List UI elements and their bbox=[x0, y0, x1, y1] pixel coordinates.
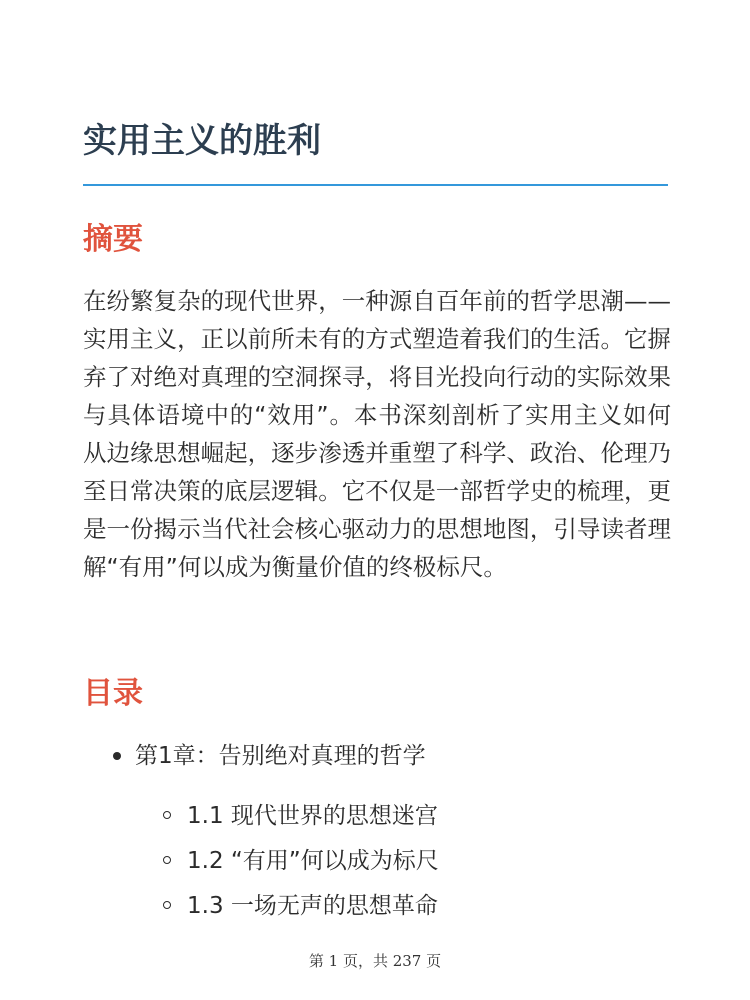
toc-section-1-1 bbox=[135, 794, 668, 839]
toc-section-1-3 bbox=[135, 884, 668, 929]
toc-chapter-1-sections bbox=[135, 794, 668, 929]
toc-chapter-1 bbox=[83, 736, 668, 929]
abstract-heading: 摘要 bbox=[83, 222, 143, 257]
page-number-footer: 第 1 页，共 237 页 bbox=[308, 952, 442, 970]
toc-section-label: 1.3 一场无声的思想革命 bbox=[187, 893, 438, 919]
bullet-circle-icon bbox=[163, 856, 171, 864]
toc-section-1-2 bbox=[135, 839, 668, 884]
toc-chapter-label: 第1章：告别绝对真理的哲学 bbox=[135, 743, 426, 769]
table-of-contents bbox=[83, 736, 668, 929]
document-title: 实用主义的胜利 bbox=[83, 121, 321, 161]
toc-section-label: 1.2 “有用”何以成为标尺 bbox=[187, 848, 439, 874]
toc-section-label: 1.1 现代世界的思想迷宫 bbox=[187, 803, 438, 829]
title-divider bbox=[83, 184, 668, 186]
bullet-disc-icon bbox=[113, 752, 121, 760]
bullet-circle-icon bbox=[163, 811, 171, 819]
toc-heading: 目录 bbox=[83, 676, 143, 711]
abstract-body: 在纷繁复杂的现代世界，一种源自百年前的哲学思潮——实用主义，正以前所未有的方式塑造着我们的生活。它摒弃了对绝对真理的空洞探寻，将目光投向行动的实际效果与具体语境中的“效用”。本书深刻剖析了实用主义如何从边缘思想崛起，逐步渗透并重塑了科学、政治、伦理乃至日常决策的底层逻辑。它不仅是一部哲学史的梳理，更是一份揭示当代社会核心驱动力的思想地图，引导读者理解“有用”何以成为衡量价值的终极标尺。 bbox=[83, 287, 671, 581]
bullet-circle-icon bbox=[163, 901, 171, 909]
